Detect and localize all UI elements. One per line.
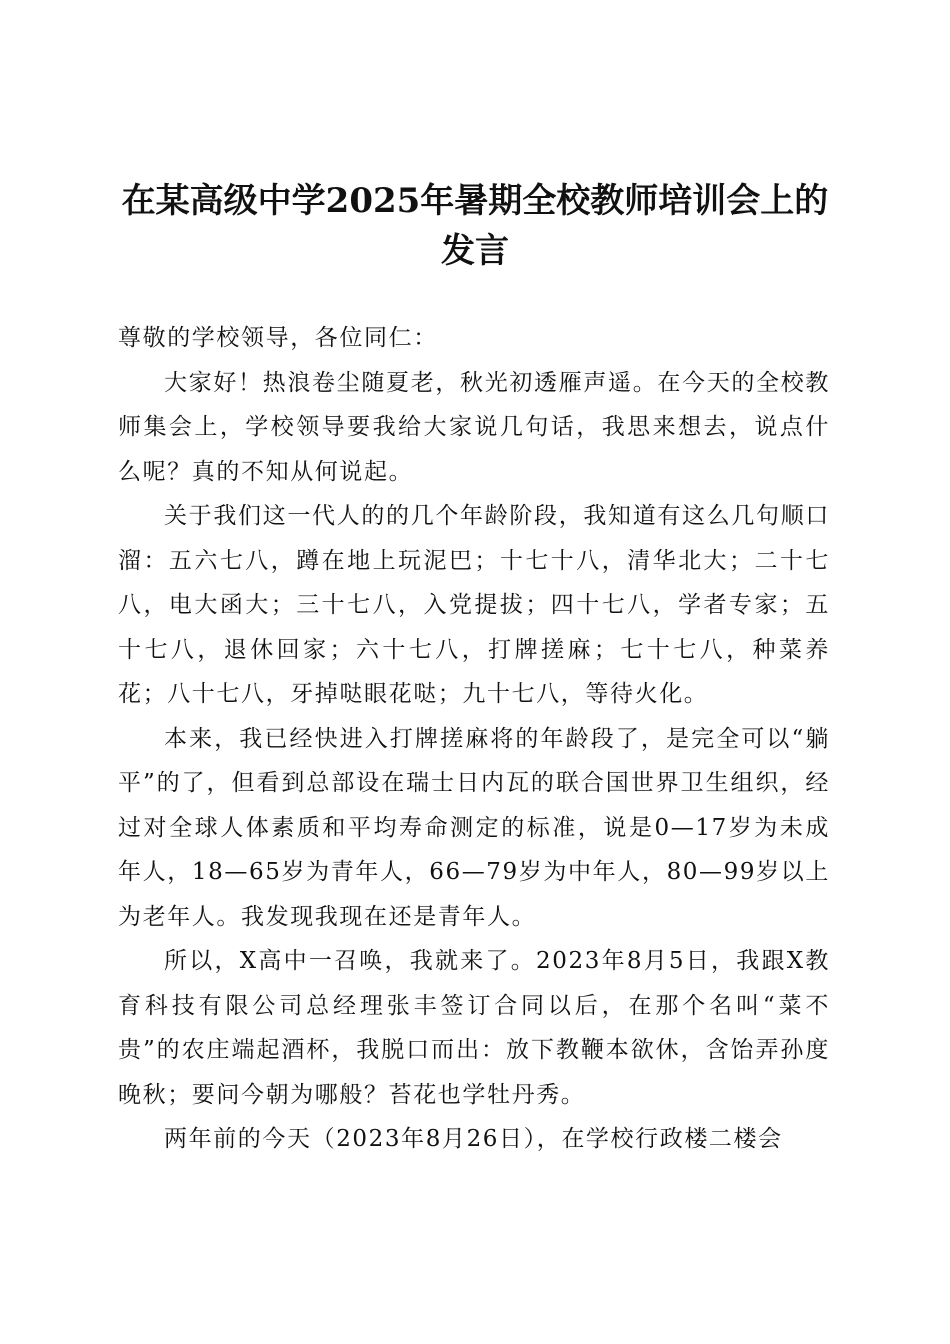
salutation: 尊敬的学校领导，各位同仁： <box>118 325 438 351</box>
paragraph-4: 所以，X高中一召唤，我就来了。2023年8月5日，我跟X教育科技有限公司总经理张丰签订合同以后，在那个名叫“菜不贵”的农庄端起酒杯，我脱口而出：放下教鞭本欲休，含饴弄孙度晚秋；要问今朝为哪般？苔花也学牡丹秀。 <box>118 948 830 1108</box>
document-title: 在某高级中学2025年暑期全校教师培训会上的发言 <box>121 181 829 271</box>
paragraph-5: 两年前的今天（2023年8月26日），在学校行政楼二楼会 <box>164 1126 783 1152</box>
paragraph-2: 关于我们这一代人的的几个年龄阶段，我知道有这么几句顺口溜：五六七八，蹲在地上玩泥巴；十七十八，清华北大；二十七八，电大函大；三十七八，入党提拔；四十七八，学者专家；五十七八，退休回家；六十七八，打牌搓麻；七十七八，种菜养花；八十七八，牙掉哒眼花哒；九十七八，等待火化。 <box>118 503 830 707</box>
paragraph-3: 本来，我已经快进入打牌搓麻将的年龄段了，是完全可以“躺平”的了，但看到总部设在瑞士日内瓦的联合国世界卫生组织，经过对全球人体素质和平均寿命测定的标准，说是0—17岁为未成年人，18—65岁为青年人，66—79岁为中年人，80—99岁以上为老年人。我发现我现在还是青年人。 <box>118 725 830 930</box>
paragraph-1: 大家好！热浪卷尘随夏老，秋光初透雁声遥。在今天的全校教师集会上，学校领导要我给大家说几句话，我思来想去，说点什么呢？真的不知从何说起。 <box>118 369 830 485</box>
document-body <box>118 316 830 1162</box>
